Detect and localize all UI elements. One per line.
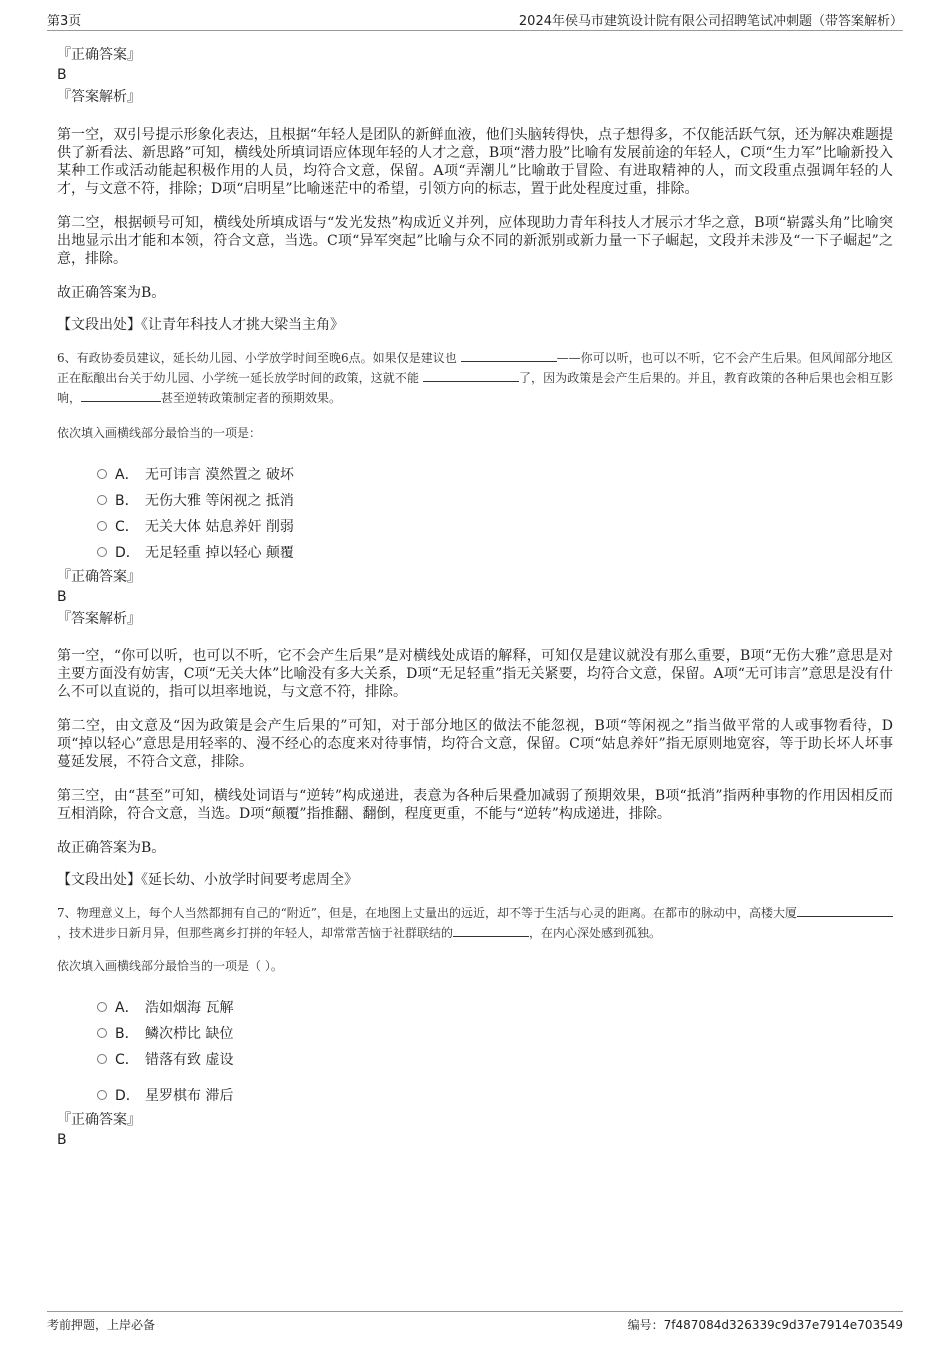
page-content <box>57 45 893 1150</box>
footer-slogan: 考前押题，上岸必备 <box>47 1318 156 1332</box>
document-id: 编号：7f487084d326339c9d37e7914e703549 <box>627 1318 903 1332</box>
page-header <box>47 8 903 31</box>
radio-icon[interactable] <box>97 1090 107 1100</box>
option-d[interactable]: D． 无足轻重 掉以轻心 颠覆 <box>97 539 893 565</box>
source-line <box>57 316 893 334</box>
radio-icon[interactable] <box>97 1028 107 1038</box>
option-b[interactable]: B． 鳞次栉比 缺位 <box>97 1020 893 1046</box>
page-number: 第3页 <box>47 14 82 29</box>
answer-blank <box>461 349 557 362</box>
correct-answer-label: 『正确答案』 <box>57 1112 141 1128</box>
correct-answer-label: 『正确答案』 <box>57 569 141 585</box>
correct-answer-value: B <box>57 67 67 83</box>
radio-icon[interactable] <box>97 1054 107 1064</box>
option-c[interactable]: C． 无关大体 姑息养奸 削弱 <box>97 513 893 539</box>
question-7-options <box>57 994 893 1108</box>
document-title: 2024年侯马市建筑设计院有限公司招聘笔试冲刺题（带答案解析） <box>518 14 903 29</box>
answer-blank <box>453 924 529 937</box>
question-6-prompt: 依次填入画横线部分最恰当的一项是： <box>57 426 262 440</box>
radio-icon[interactable] <box>97 547 107 557</box>
answer-blank <box>423 369 519 382</box>
radio-icon[interactable] <box>97 1002 107 1012</box>
analysis-paragraph: 第三空，由“甚至”可知，横线处词语与“逆转”构成递进，表意为各种后果叠加减弱了预期效果，B项“抵消”指两种事物的作用因相反而互相消除，符合文意，当选。D项“颠覆”指推翻、翻倒，程度更重，不能与“逆转”构成递进，排除。 <box>57 788 893 822</box>
analysis-paragraph: 第二空，根据顿号可知，横线处所填成语与“发光发热”构成近义并列，应体现助力青年科技人才展示才华之意，B项“崭露头角”比喻突出地显示出才能和本领，符合文意，当选。C项“异军突起”比喻与众不同的新派别或新力量一下子崛起，文段并未涉及“一下子崛起”之意，排除。 <box>57 215 893 267</box>
source-label: 【文段出处】 <box>57 317 141 333</box>
source-line <box>57 871 893 889</box>
option-c[interactable]: C． 错落有致 虚设 <box>97 1046 893 1072</box>
radio-icon[interactable] <box>97 469 107 479</box>
option-a[interactable]: A． 无可讳言 漠然置之 破坏 <box>97 461 893 487</box>
correct-answer-value: B <box>57 1132 67 1148</box>
option-d[interactable]: D． 星罗棋布 滞后 <box>97 1082 893 1108</box>
analysis-paragraph: 第一空，双引号提示形象化表达，且根据“年轻人是团队的新鲜血液，他们头脑转得快，点子想得多，不仅能活跃气氛，还为解决难题提供了新看法、新思路”可知，横线处所填词语应体现年轻的人才之意，B项“潜力股”比喻有发展前途的年轻人，C项“生力军”比喻新投入某种工作或活动能起积极作用的人员，均符合文意，保留。A项“弄潮儿”比喻敢于冒险、有进取精神的人，而文段重点强调年轻的人才，与文意不符，排除；D项“启明星”比喻迷茫中的希望，引领方向的标志，置于此处程度过重，排除。 <box>57 127 893 197</box>
source-title: 《让青年科技人才挑大梁当主角》 <box>141 317 344 333</box>
analysis-conclusion: 故正确答案为B。 <box>57 285 166 301</box>
analysis-paragraph: 第二空，由文意及“因为政策是会产生后果的”可知，对于部分地区的做法不能忽视，B项“等闲视之”指当做平常的人或事物看待，D项“掉以轻心”意思是用轻率的、漫不经心的态度来对待事情，均符合文意，保留。C项“姑息养奸”指无原则地宽容，等于助长坏人坏事蔓延发展，不符合文意，排除。 <box>57 718 893 770</box>
radio-icon[interactable] <box>97 521 107 531</box>
analysis-label: 『答案解析』 <box>57 611 141 627</box>
source-title: 《延长幼、小放学时间要考虑周全》 <box>141 872 358 888</box>
answer-blank <box>797 904 893 917</box>
analysis-conclusion: 故正确答案为B。 <box>57 840 166 856</box>
source-label: 【文段出处】 <box>57 872 141 888</box>
question-6-text: 6、有政协委员建议，延长幼儿园、小学放学时间至晚6点。如果仅是建议也 ——你可以听，也可以不听，它不会产生后果。但风闻部分地区正在酝酿出台关于幼儿园、小学统一延长放学时间的政策，这就不能 了，因为政策是会产生后果的。并且，教育政策的各种后果也会相互影响， 甚至逆转政策制定者的预期效果。 <box>57 351 893 405</box>
option-b[interactable]: B． 无伤大雅 等闲视之 抵消 <box>97 487 893 513</box>
question-7-prompt: 依次填入画横线部分最恰当的一项是（ ）。 <box>57 959 283 973</box>
question-7-text: 7、物理意义上，每个人当然都拥有自己的“附近”，但是，在地图上丈量出的远近，却不等于生活与心灵的距离。在都市的脉动中，高楼大厦，技术进步日新月异，但那些离乡打拼的年轻人，却常常苦恼于社群联结的 ，在内心深处感到孤独。 <box>57 903 893 943</box>
page-footer <box>47 1311 903 1336</box>
answer-blank <box>81 389 161 402</box>
correct-answer-value: B <box>57 589 67 605</box>
analysis-label: 『答案解析』 <box>57 89 141 105</box>
correct-answer-label: 『正确答案』 <box>57 47 141 63</box>
radio-icon[interactable] <box>97 495 107 505</box>
option-a[interactable]: A． 浩如烟海 瓦解 <box>97 994 893 1020</box>
analysis-paragraph: 第一空，“你可以听，也可以不听，它不会产生后果”是对横线处成语的解释，可知仅是建议就没有那么重要，B项“无伤大雅”意思是对主要方面没有妨害，C项“无关大体”比喻没有多大关系，D项“无足轻重”指无关紧要，均符合文意，保留。A项“无可讳言”意思是没有什么不可以直说的，指可以坦率地说，与文意不符，排除。 <box>57 648 893 700</box>
question-6-options <box>57 461 893 565</box>
